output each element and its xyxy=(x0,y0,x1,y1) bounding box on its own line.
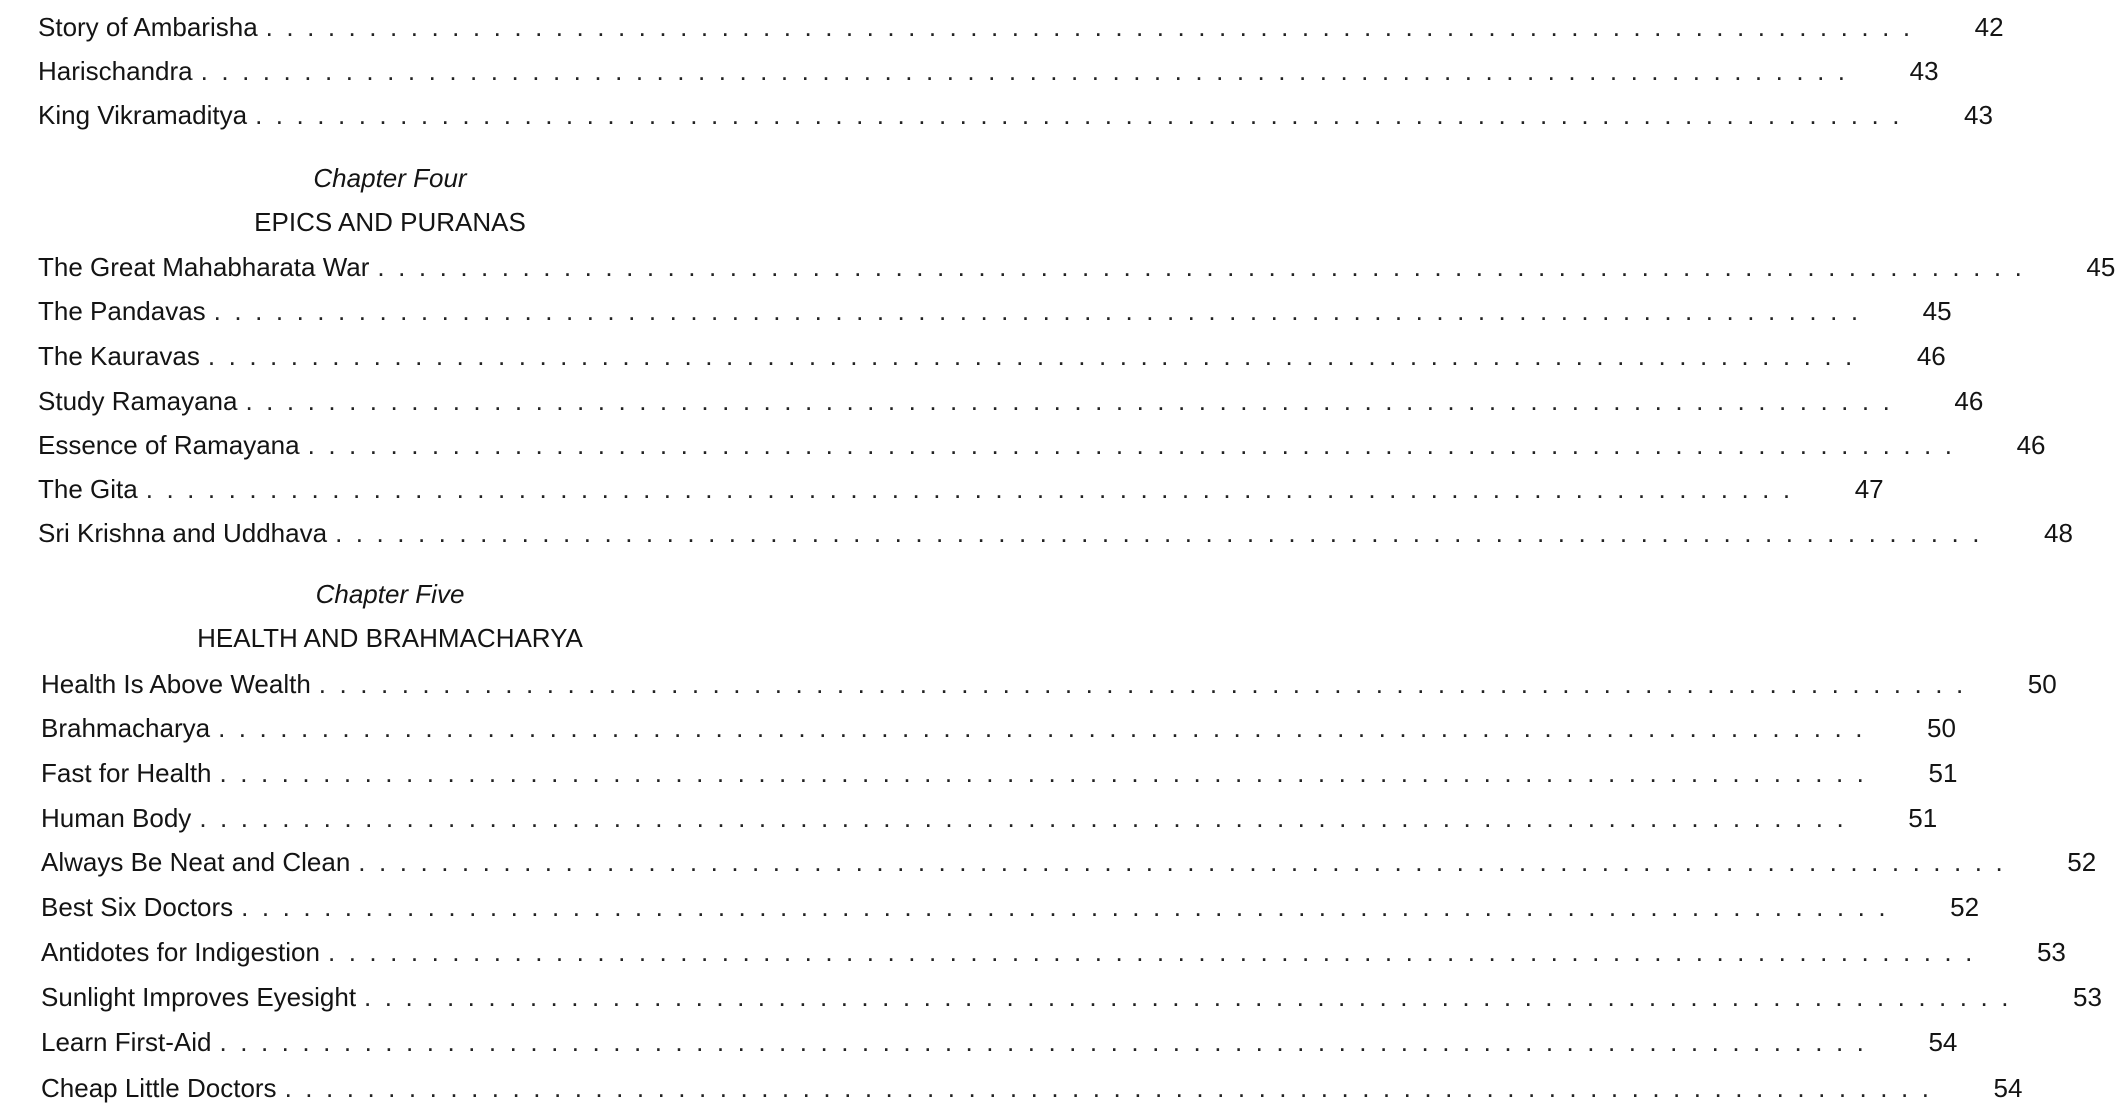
page-number: 46 xyxy=(2016,430,2046,460)
dot-leader: ................................................................................ xyxy=(318,669,1977,699)
page-number: 45 xyxy=(1922,296,1952,326)
page-number: 53 xyxy=(2036,937,2066,967)
entry-title: Cheap Little Doctors xyxy=(41,1073,277,1103)
toc-entry xyxy=(38,423,2046,467)
chapter-number: Chapter Five xyxy=(315,579,465,609)
page-number: 43 xyxy=(1909,56,1939,86)
toc-entry xyxy=(41,1020,1958,1064)
page-number: 42 xyxy=(1974,12,2004,42)
dot-leader: ................................................................................ xyxy=(364,982,2022,1012)
entry-title: Human Body xyxy=(41,803,192,833)
dot-leader: ................................................................................ xyxy=(307,430,1966,460)
dot-leader: ................................................................................ xyxy=(200,56,1859,86)
entry-title: Antidotes for Indigestion xyxy=(41,937,320,967)
dot-leader: ................................................................................ xyxy=(213,296,1872,326)
entry-title: Story of Ambarisha xyxy=(38,12,258,42)
entry-title: Harischandra xyxy=(38,56,193,86)
dot-leader: ................................................................................ xyxy=(219,1027,1878,1057)
toc-entry xyxy=(38,93,1993,137)
toc-entry xyxy=(38,511,2073,555)
page-number: 54 xyxy=(1928,1027,1958,1057)
entry-title: Sunlight Improves Eyesight xyxy=(41,982,357,1012)
dot-leader: ................................................................................ xyxy=(255,100,1913,130)
page-number: 51 xyxy=(1908,803,1938,833)
page-number: 46 xyxy=(1916,341,1946,371)
page-number: 50 xyxy=(1927,713,1956,743)
chapter-title: EPICS AND PURANAS xyxy=(254,207,526,237)
dot-leader: ................................................................................ xyxy=(241,892,1900,922)
page-number: 43 xyxy=(1964,100,1993,130)
entry-title: Fast for Health xyxy=(41,758,212,788)
entry-title: Sri Krishna and Uddhava xyxy=(38,518,328,548)
toc-entry xyxy=(41,706,1956,750)
dot-leader: ................................................................................ xyxy=(358,847,2017,877)
entry-title: The Great Mahabharata War xyxy=(38,252,370,282)
toc-entry xyxy=(41,885,1980,929)
entry-title: Learn First-Aid xyxy=(41,1027,212,1057)
toc-entry xyxy=(38,379,1984,423)
dot-leader: ................................................................................ xyxy=(377,252,2036,282)
dot-leader: ................................................................................ xyxy=(207,341,1866,371)
entry-title: Brahmacharya xyxy=(41,713,211,743)
page-number: 48 xyxy=(2044,518,2073,548)
dot-leader: ................................................................................ xyxy=(327,937,1986,967)
page-number: 46 xyxy=(1954,386,1984,416)
dot-leader: ................................................................................ xyxy=(199,803,1858,833)
toc-entry xyxy=(41,796,1938,840)
toc-entry xyxy=(38,49,1939,93)
toc-entry xyxy=(38,289,1952,333)
toc-entry xyxy=(41,751,1958,795)
page-number: 52 xyxy=(2067,847,2097,877)
toc-entry xyxy=(41,975,2102,1019)
page-number: 51 xyxy=(1928,758,1958,788)
chapter-number: Chapter Four xyxy=(313,163,467,193)
page-number: 52 xyxy=(1950,892,1980,922)
page-number: 47 xyxy=(1854,474,1884,504)
toc-entry xyxy=(41,930,2066,974)
entry-title: Study Ramayana xyxy=(38,386,238,416)
entry-title: The Pandavas xyxy=(38,296,206,326)
toc-entry xyxy=(41,840,2097,884)
page-number: 50 xyxy=(2027,669,2057,699)
entry-title: Essence of Ramayana xyxy=(38,430,300,460)
entry-title: Health Is Above Wealth xyxy=(41,669,311,699)
toc-entry xyxy=(38,245,2115,289)
dot-leader: ................................................................................ xyxy=(145,474,1804,504)
page-number: 53 xyxy=(2073,982,2102,1012)
toc-entry xyxy=(41,662,2057,706)
entry-title: King Vikramaditya xyxy=(38,100,248,130)
dot-leader: ................................................................................ xyxy=(218,713,1876,743)
dot-leader: ................................................................................ xyxy=(219,758,1878,788)
entry-title: Always Be Neat and Clean xyxy=(41,847,351,877)
entry-title: The Gita xyxy=(38,474,138,504)
toc-entry xyxy=(38,5,2004,49)
page-number: 54 xyxy=(1993,1073,2023,1103)
dot-leader: ................................................................................ xyxy=(335,518,1993,548)
dot-leader: ................................................................................ xyxy=(245,386,1904,416)
entry-title: Best Six Doctors xyxy=(41,892,234,922)
toc-entry xyxy=(38,467,1884,511)
toc-entry xyxy=(38,334,1946,378)
page-number: 45 xyxy=(2086,252,2115,282)
entry-title: The Kauravas xyxy=(38,341,200,371)
chapter-title: HEALTH AND BRAHMACHARYA xyxy=(197,623,583,653)
dot-leader: ................................................................................ xyxy=(284,1073,1943,1103)
toc-entry xyxy=(41,1066,2023,1110)
dot-leader: ................................................................................ xyxy=(265,12,1924,42)
